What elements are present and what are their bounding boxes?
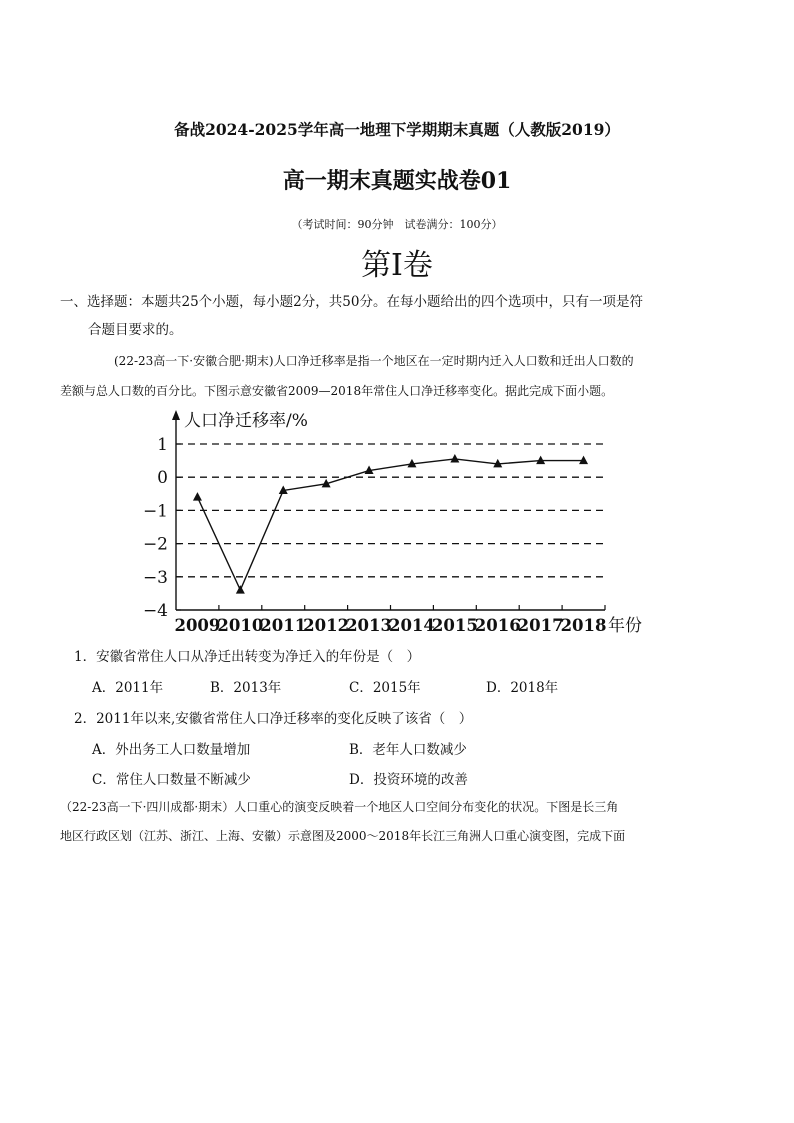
- data-point-marker: [579, 456, 588, 465]
- x-tick-label: 2015: [431, 616, 478, 635]
- y-tick-label: −1: [142, 501, 168, 522]
- x-tick-label: 2014: [388, 616, 435, 635]
- q1-option-b[interactable]: B．2013年: [210, 680, 282, 696]
- section-instructions-line1: 一、选择题：本题共25个小题，每小题2分，共50分。在每小题给出的四个选项中，只有一项是符: [60, 294, 643, 310]
- y-tick-label: −2: [142, 534, 168, 555]
- q2-option-b[interactable]: B．老年人口数减少: [349, 742, 467, 758]
- q2-option-d[interactable]: D．投资环境的改善: [349, 772, 468, 788]
- exam-series-subtitle: 备战2024-2025学年高一地理下学期期末真题（人教版2019）: [174, 120, 620, 139]
- migration-rate-chart: [140, 400, 660, 640]
- q1-option-a[interactable]: A．2011年: [92, 680, 164, 696]
- section-instructions-line2: 合题目要求的。: [88, 322, 183, 338]
- y-axis-title: 人口净迁移率/%: [184, 411, 308, 431]
- data-point-marker: [193, 492, 202, 501]
- passage2-line1: （22-23高一下·四川成都·期末）人口重心的演变反映着一个地区人口空间分布变化的状况。下图是长三角: [60, 800, 619, 814]
- passage2-line2: 地区行政区划（江苏、浙江、上海、安徽）示意图及2000～2018年长江三角洲人口重心演变图，完成下面: [60, 829, 626, 843]
- data-point-marker: [450, 454, 459, 463]
- x-tick-label: 2011: [260, 616, 307, 635]
- q1-option-d[interactable]: D．2018年: [486, 680, 559, 696]
- exam-time-note: （考试时间：90分钟 试卷满分：100分）: [291, 218, 503, 231]
- x-tick-label: 2010: [217, 616, 264, 635]
- paper-title: 高一期末真题实战卷01: [282, 168, 512, 194]
- x-tick-label: 2009: [174, 616, 221, 635]
- y-tick-label: −4: [142, 601, 168, 621]
- question-1-stem: 1．安徽省常住人口从净迁出转变为净迁入的年份是（ ）: [74, 649, 421, 665]
- y-axis-arrow: [172, 410, 180, 420]
- series-line: [197, 459, 583, 590]
- q2-option-a[interactable]: A．外出务工人口数量增加: [92, 742, 251, 758]
- data-point-marker: [236, 585, 245, 594]
- x-tick-label: 2013: [346, 616, 393, 635]
- y-tick-label: 0: [157, 468, 168, 489]
- volume-heading: 第Ⅰ卷: [361, 248, 433, 283]
- q1-option-c[interactable]: C．2015年: [349, 680, 421, 696]
- x-tick-label: 2017: [517, 616, 564, 635]
- x-axis-title: 年份: [608, 616, 642, 636]
- passage1-line2: 差额与总人口数的百分比。下图示意安徽省2009—2018年常住人口净迁移率变化。据此完成下面小题。: [60, 384, 614, 398]
- y-tick-label: −3: [142, 567, 168, 588]
- x-tick-label: 2016: [474, 616, 521, 635]
- y-tick-label: 1: [157, 435, 168, 455]
- q2-option-c[interactable]: C．常住人口数量不断减少: [92, 772, 251, 788]
- passage1-line1: (22-23高一下·安徽合肥·期末)人口净迁移率是指一个地区在一定时期内迁入人口数和迁出人口数的: [114, 354, 634, 368]
- x-tick-label: 2018: [560, 616, 607, 635]
- data-point-marker: [536, 456, 545, 465]
- question-2-stem: 2．2011年以来,安徽省常住人口净迁移率的变化反映了该省（ ）: [74, 711, 473, 727]
- x-tick-label: 2012: [303, 616, 350, 635]
